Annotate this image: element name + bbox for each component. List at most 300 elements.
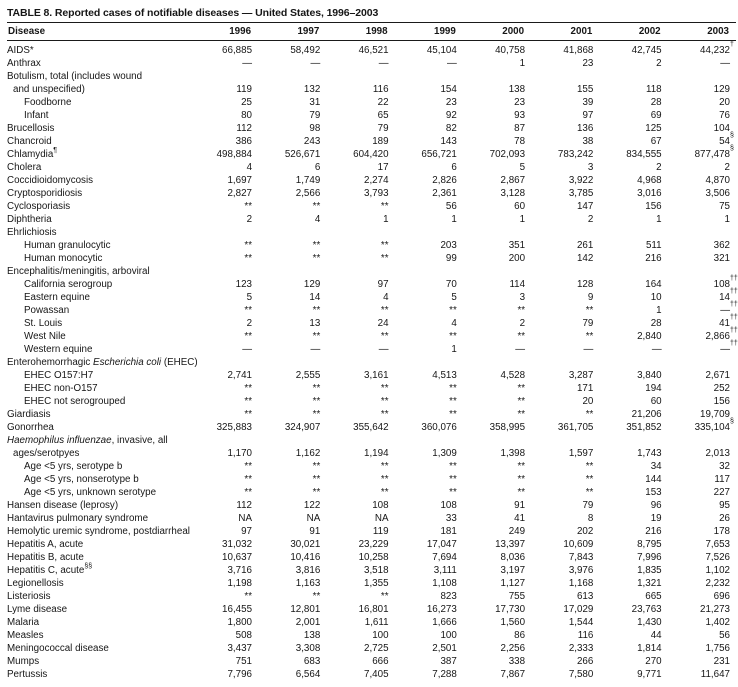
value-cell: 823	[440, 591, 457, 602]
value-cell: 25	[241, 97, 253, 108]
value-cell: 28	[650, 318, 662, 329]
value-cell: 243	[303, 136, 321, 147]
value-cell: 7,580	[568, 669, 594, 680]
value-cell: **	[244, 331, 253, 342]
value-cell: 696	[713, 591, 730, 602]
disease-label: Cryptosporidiosis	[7, 188, 83, 199]
value-cell: 91	[514, 500, 526, 511]
value-cell: **	[449, 461, 457, 472]
disease-label: St. Louis	[24, 318, 63, 329]
value-cell: 1,749	[295, 175, 321, 186]
value-cell: 108††	[713, 274, 738, 290]
value-cell: 97	[377, 279, 389, 290]
disease-label: Human monocytic	[24, 253, 103, 264]
value-cell: NA	[306, 513, 321, 524]
value-cell: 155	[576, 84, 594, 95]
disease-label: Western equine	[24, 344, 93, 355]
value-cell: 28	[650, 97, 662, 108]
value-cell: 351,852	[626, 422, 662, 433]
value-cell: 76	[719, 110, 730, 121]
value-cell: 23	[445, 97, 457, 108]
value-cell: 80	[241, 110, 253, 121]
value-cell	[395, 265, 463, 278]
value-cell: 22	[377, 97, 389, 108]
value-cell: **	[380, 201, 389, 212]
value-cell: 60	[650, 396, 662, 407]
value-cell: **	[312, 591, 321, 602]
table-row	[7, 629, 736, 642]
value-cell: **	[312, 474, 321, 485]
table-row	[7, 512, 736, 525]
value-cell: 751	[235, 656, 253, 667]
disease-label: Coccidioidomycosis	[7, 175, 94, 186]
value-cell: 362	[713, 240, 730, 251]
value-cell: 153	[645, 487, 662, 498]
value-cell: **	[312, 240, 321, 251]
value-cell: 783,242	[557, 149, 594, 160]
value-cell: 2,725	[364, 643, 389, 654]
table-row	[7, 252, 736, 265]
value-cell: 1	[656, 214, 662, 225]
value-cell: 79	[309, 110, 321, 121]
value-cell: 1,743	[637, 448, 662, 459]
table-row	[7, 473, 736, 486]
value-cell: 33	[445, 513, 457, 524]
value-cell: 1,814	[637, 643, 662, 654]
disease-label: EHEC O157:H7	[24, 370, 94, 381]
table-row	[7, 213, 736, 226]
value-cell: 2,333	[568, 643, 594, 654]
table-row	[7, 161, 736, 174]
value-cell	[463, 226, 531, 239]
value-cell: **	[380, 240, 389, 251]
value-cell: 1	[724, 214, 730, 225]
value-cell: 93	[514, 110, 526, 121]
value-cell: 31	[309, 97, 321, 108]
table-row	[7, 408, 736, 421]
value-cell: **	[449, 383, 457, 394]
disease-label: Powassan	[24, 305, 70, 316]
table-row	[7, 499, 736, 512]
column-header-year-2003: 2003	[668, 23, 736, 41]
value-cell: **	[449, 487, 457, 498]
value-cell: 60	[514, 201, 526, 212]
disease-label	[7, 434, 190, 447]
table-row	[7, 122, 736, 135]
table-title: TABLE 8. Reported cases of notifiable diseases — United States, 1996–2003	[7, 6, 736, 23]
table-body	[7, 41, 736, 682]
value-cell: 2,671	[705, 370, 730, 381]
value-cell: **	[380, 487, 389, 498]
table-row	[7, 434, 736, 447]
value-cell: 108	[372, 500, 389, 511]
value-cell: 129	[303, 279, 321, 290]
value-cell: **	[517, 461, 526, 472]
value-cell: **	[517, 409, 526, 420]
value-cell	[190, 265, 258, 278]
disease-label: Ehrlichiosis	[7, 227, 57, 238]
disease-label: Malaria	[7, 617, 40, 628]
value-cell: 2,826	[432, 175, 457, 186]
value-cell	[599, 356, 667, 369]
value-cell: 834,555	[626, 149, 662, 160]
value-cell: —	[310, 344, 321, 355]
disease-label-text: , invasive, all	[111, 435, 168, 446]
value-cell	[599, 434, 667, 447]
table-row	[7, 460, 736, 473]
disease-label: Legionellosis	[7, 578, 64, 589]
value-cell: **	[449, 396, 457, 407]
value-cell: **	[585, 305, 594, 316]
value-cell: 1,697	[227, 175, 253, 186]
value-cell: 7,796	[227, 669, 253, 680]
value-cell: **	[517, 474, 526, 485]
value-cell: 2,232	[705, 578, 730, 589]
value-cell: **	[244, 409, 253, 420]
value-cell: 1,835	[637, 565, 662, 576]
value-cell: 20	[719, 97, 730, 108]
value-cell: 4	[246, 162, 253, 173]
value-cell: 656,721	[421, 149, 457, 160]
table-row	[7, 109, 736, 122]
table-row	[7, 590, 736, 603]
value-cell	[463, 265, 531, 278]
value-cell: 17,730	[495, 604, 526, 615]
table-header	[7, 23, 736, 41]
value-cell: 128	[576, 279, 594, 290]
value-cell: 4	[451, 318, 457, 329]
disease-label: Measles	[7, 630, 44, 641]
value-cell: 203	[440, 240, 457, 251]
value-cell: 125	[645, 123, 662, 134]
value-cell: 665	[645, 591, 662, 602]
value-cell: 1,163	[295, 578, 321, 589]
value-cell	[258, 226, 326, 239]
value-cell: 178	[713, 526, 730, 537]
value-cell: 147	[576, 201, 594, 212]
value-cell: 95	[719, 500, 730, 511]
value-cell: 138	[303, 630, 321, 641]
value-cell: **	[244, 396, 253, 407]
table-row	[7, 70, 736, 83]
value-cell: 91	[309, 526, 321, 537]
value-cell: 119	[372, 526, 389, 537]
disease-label: California serogroup	[24, 279, 113, 290]
value-cell: —	[378, 344, 389, 355]
value-cell: **	[312, 331, 321, 342]
value-cell: 2,840	[637, 331, 662, 342]
value-cell: 1	[656, 305, 662, 316]
value-cell: **	[585, 331, 594, 342]
value-cell: 164	[645, 279, 662, 290]
value-cell: 3,785	[568, 188, 594, 199]
value-cell: 108	[440, 500, 457, 511]
value-cell: 604,420	[353, 149, 389, 160]
value-cell	[326, 356, 394, 369]
value-cell: 3,816	[295, 565, 321, 576]
value-cell: 3,161	[364, 370, 389, 381]
value-cell: 10,258	[358, 552, 389, 563]
disease-label: Giardiasis	[7, 409, 51, 420]
value-cell: 67	[650, 136, 662, 147]
value-cell: NA	[374, 513, 389, 524]
value-cell: **	[585, 487, 594, 498]
value-cell: 227	[713, 487, 730, 498]
disease-label: Lyme disease	[7, 604, 68, 615]
disease-label-italic: Escherichia coli	[93, 357, 162, 368]
disease-label	[7, 356, 198, 369]
value-cell: 10,609	[563, 539, 594, 550]
value-cell: 511	[645, 240, 662, 251]
value-cell	[531, 356, 599, 369]
value-cell: 56	[445, 201, 457, 212]
table-row	[7, 96, 736, 109]
value-cell: 23	[582, 58, 594, 69]
disease-label: Hansen disease (leprosy)	[7, 500, 119, 511]
value-cell: 34	[650, 461, 662, 472]
value-cell	[326, 265, 394, 278]
value-cell: **	[585, 461, 594, 472]
value-cell: 69	[650, 110, 662, 121]
disease-label: Diphtheria	[7, 214, 52, 225]
value-cell: 2	[519, 318, 526, 329]
column-header-disease: Disease	[7, 23, 190, 41]
value-cell: 9,771	[637, 669, 662, 680]
value-cell: 2,866††	[705, 326, 738, 342]
value-cell: 112	[236, 500, 253, 511]
value-cell: 7,526	[705, 552, 730, 563]
disease-label: Age <5 yrs, unknown serotype	[24, 487, 157, 498]
disease-label: EHEC not serogrouped	[24, 396, 126, 407]
value-cell: 12,801	[290, 604, 321, 615]
value-cell: 526,671	[284, 149, 321, 160]
value-cell: 7,653	[705, 539, 730, 550]
value-cell: 23,229	[358, 539, 389, 550]
table-row	[7, 148, 736, 161]
value-cell: 21,273	[700, 604, 730, 615]
value-cell	[326, 434, 394, 447]
value-cell	[599, 226, 667, 239]
value-cell: 123	[235, 279, 253, 290]
value-cell: 41,868	[563, 45, 594, 56]
value-cell: 1	[519, 58, 526, 69]
value-cell: 156	[645, 201, 662, 212]
value-cell: 99	[445, 253, 457, 264]
value-cell: 24	[377, 318, 389, 329]
table-row	[7, 668, 736, 681]
value-cell: 2	[246, 214, 253, 225]
value-cell: 2,501	[432, 643, 457, 654]
value-cell	[395, 226, 463, 239]
value-cell: 70	[445, 279, 457, 290]
value-cell	[258, 356, 326, 369]
disease-label: Hantavirus pulmonary syndrome	[7, 513, 149, 524]
value-cell: 96	[650, 500, 662, 511]
value-cell: 355,642	[353, 422, 389, 433]
disease-label-italic: Haemophilus influenzae	[7, 435, 112, 446]
value-cell: 3,111	[433, 565, 457, 576]
value-cell: 3,287	[568, 370, 594, 381]
value-cell: 46,521	[358, 45, 389, 56]
table-row	[7, 382, 736, 395]
value-cell: 117	[714, 474, 730, 485]
value-cell: 100	[440, 630, 457, 641]
value-cell: —††	[720, 300, 738, 316]
value-cell: 2,555	[295, 370, 321, 381]
value-cell: 4,968	[637, 175, 662, 186]
table-row	[7, 135, 736, 148]
header-row	[7, 23, 736, 41]
value-cell: 6,564	[295, 669, 321, 680]
value-cell: 1	[451, 214, 457, 225]
table-row	[7, 616, 736, 629]
value-cell: 5	[519, 162, 526, 173]
disease-label: Chlamydia¶	[7, 146, 58, 160]
table-row	[7, 291, 736, 304]
value-cell: 338	[508, 656, 526, 667]
value-cell: **	[380, 396, 389, 407]
value-cell: 116	[577, 630, 594, 641]
disease-label: Botulism, total (includes wound	[7, 71, 143, 82]
value-cell: **	[312, 409, 321, 420]
value-cell	[190, 226, 258, 239]
value-cell: 2,566	[295, 188, 321, 199]
value-cell: 23	[514, 97, 526, 108]
value-cell: 26	[719, 513, 730, 524]
value-cell: —	[583, 344, 594, 355]
value-cell: 1,430	[637, 617, 662, 628]
disease-label: Foodborne	[24, 97, 72, 108]
value-cell	[190, 434, 258, 447]
value-cell: **	[517, 305, 526, 316]
value-cell	[258, 70, 326, 83]
value-cell: **	[517, 383, 526, 394]
value-cell: 17,029	[563, 604, 594, 615]
value-cell: 2	[587, 214, 594, 225]
value-cell: 13	[309, 318, 321, 329]
value-cell: 82	[445, 123, 457, 134]
value-cell: 97	[582, 110, 594, 121]
value-cell: 1	[383, 214, 389, 225]
value-cell: 3,197	[500, 565, 526, 576]
value-cell: 143	[440, 136, 457, 147]
value-cell: —	[242, 344, 253, 355]
disease-label: Eastern equine	[24, 292, 90, 303]
value-cell: 1,321	[637, 578, 662, 589]
value-cell: 44	[650, 630, 662, 641]
value-cell: 3,793	[364, 188, 389, 199]
value-cell: 16,801	[358, 604, 389, 615]
value-cell: 79	[582, 500, 594, 511]
value-cell	[463, 356, 531, 369]
value-cell: 216	[645, 253, 662, 264]
value-cell: 194	[645, 383, 662, 394]
value-cell: **	[585, 474, 594, 485]
value-cell: —††	[720, 339, 738, 355]
value-cell	[258, 434, 326, 447]
value-cell: 683	[303, 656, 321, 667]
value-cell: —	[378, 58, 389, 69]
value-cell: 66,885	[222, 45, 253, 56]
table-row	[7, 655, 736, 668]
table-row	[7, 486, 736, 499]
column-header-year-2000: 2000	[463, 23, 531, 41]
value-cell	[463, 434, 531, 447]
value-cell: 6	[451, 162, 457, 173]
value-cell: 92	[445, 110, 457, 121]
value-cell: 21,206	[631, 409, 662, 420]
value-cell: 39	[582, 97, 594, 108]
disease-label-text: Enterohemorrhagic	[7, 357, 94, 368]
value-cell: —	[242, 58, 253, 69]
value-cell	[668, 434, 736, 447]
value-cell: 10,637	[222, 552, 253, 563]
value-cell: 4,513	[432, 370, 457, 381]
value-cell: —	[310, 58, 321, 69]
disease-label: Hepatitis A, acute	[7, 539, 84, 550]
value-cell: 2	[656, 162, 662, 173]
value-cell: 154	[440, 84, 457, 95]
column-header-year-2001: 2001	[531, 23, 599, 41]
value-cell: 31,032	[222, 539, 253, 550]
value-cell: 6	[314, 162, 321, 173]
value-cell: 321	[713, 253, 730, 264]
value-cell: 1	[451, 344, 457, 355]
disease-label: AIDS*	[7, 45, 34, 56]
value-cell: **	[312, 383, 321, 394]
value-cell	[668, 70, 736, 83]
value-cell: 7,867	[500, 669, 526, 680]
value-cell: 702,093	[489, 149, 526, 160]
value-cell: 2,256	[500, 643, 526, 654]
value-cell: **	[244, 487, 253, 498]
disease-label: Human granulocytic	[24, 240, 111, 251]
value-cell: 13,397	[495, 539, 526, 550]
value-cell: 32	[719, 461, 730, 472]
value-cell: 266	[576, 656, 594, 667]
value-cell	[395, 434, 463, 447]
value-cell: **	[449, 474, 457, 485]
value-cell: **	[244, 591, 253, 602]
table-row	[7, 187, 736, 200]
value-cell: 41††	[719, 313, 738, 329]
value-cell: **	[380, 591, 389, 602]
disease-label: Chancroid	[7, 136, 52, 147]
value-cell: 1,108	[432, 578, 457, 589]
value-cell: 142	[576, 253, 594, 264]
value-cell: 181	[440, 526, 457, 537]
value-cell: 613	[576, 591, 594, 602]
value-cell: 261	[576, 240, 594, 251]
value-cell: 86	[514, 630, 526, 641]
disease-label: Infant	[24, 110, 49, 121]
table-row	[7, 447, 736, 460]
value-cell: 231	[713, 656, 730, 667]
value-cell	[531, 434, 599, 447]
value-cell: **	[449, 409, 457, 420]
value-cell: **	[244, 201, 253, 212]
value-cell: 216	[645, 526, 662, 537]
value-cell	[668, 226, 736, 239]
disease-label: Encephalitis/meningitis, arboviral	[7, 266, 150, 277]
value-cell: —	[515, 344, 526, 355]
value-cell: 3,840	[637, 370, 662, 381]
disease-label: Brucellosis	[7, 123, 55, 134]
table-row	[7, 564, 736, 577]
value-cell: 97	[241, 526, 253, 537]
column-header-year-1997: 1997	[258, 23, 326, 41]
value-cell: 58,492	[290, 45, 321, 56]
